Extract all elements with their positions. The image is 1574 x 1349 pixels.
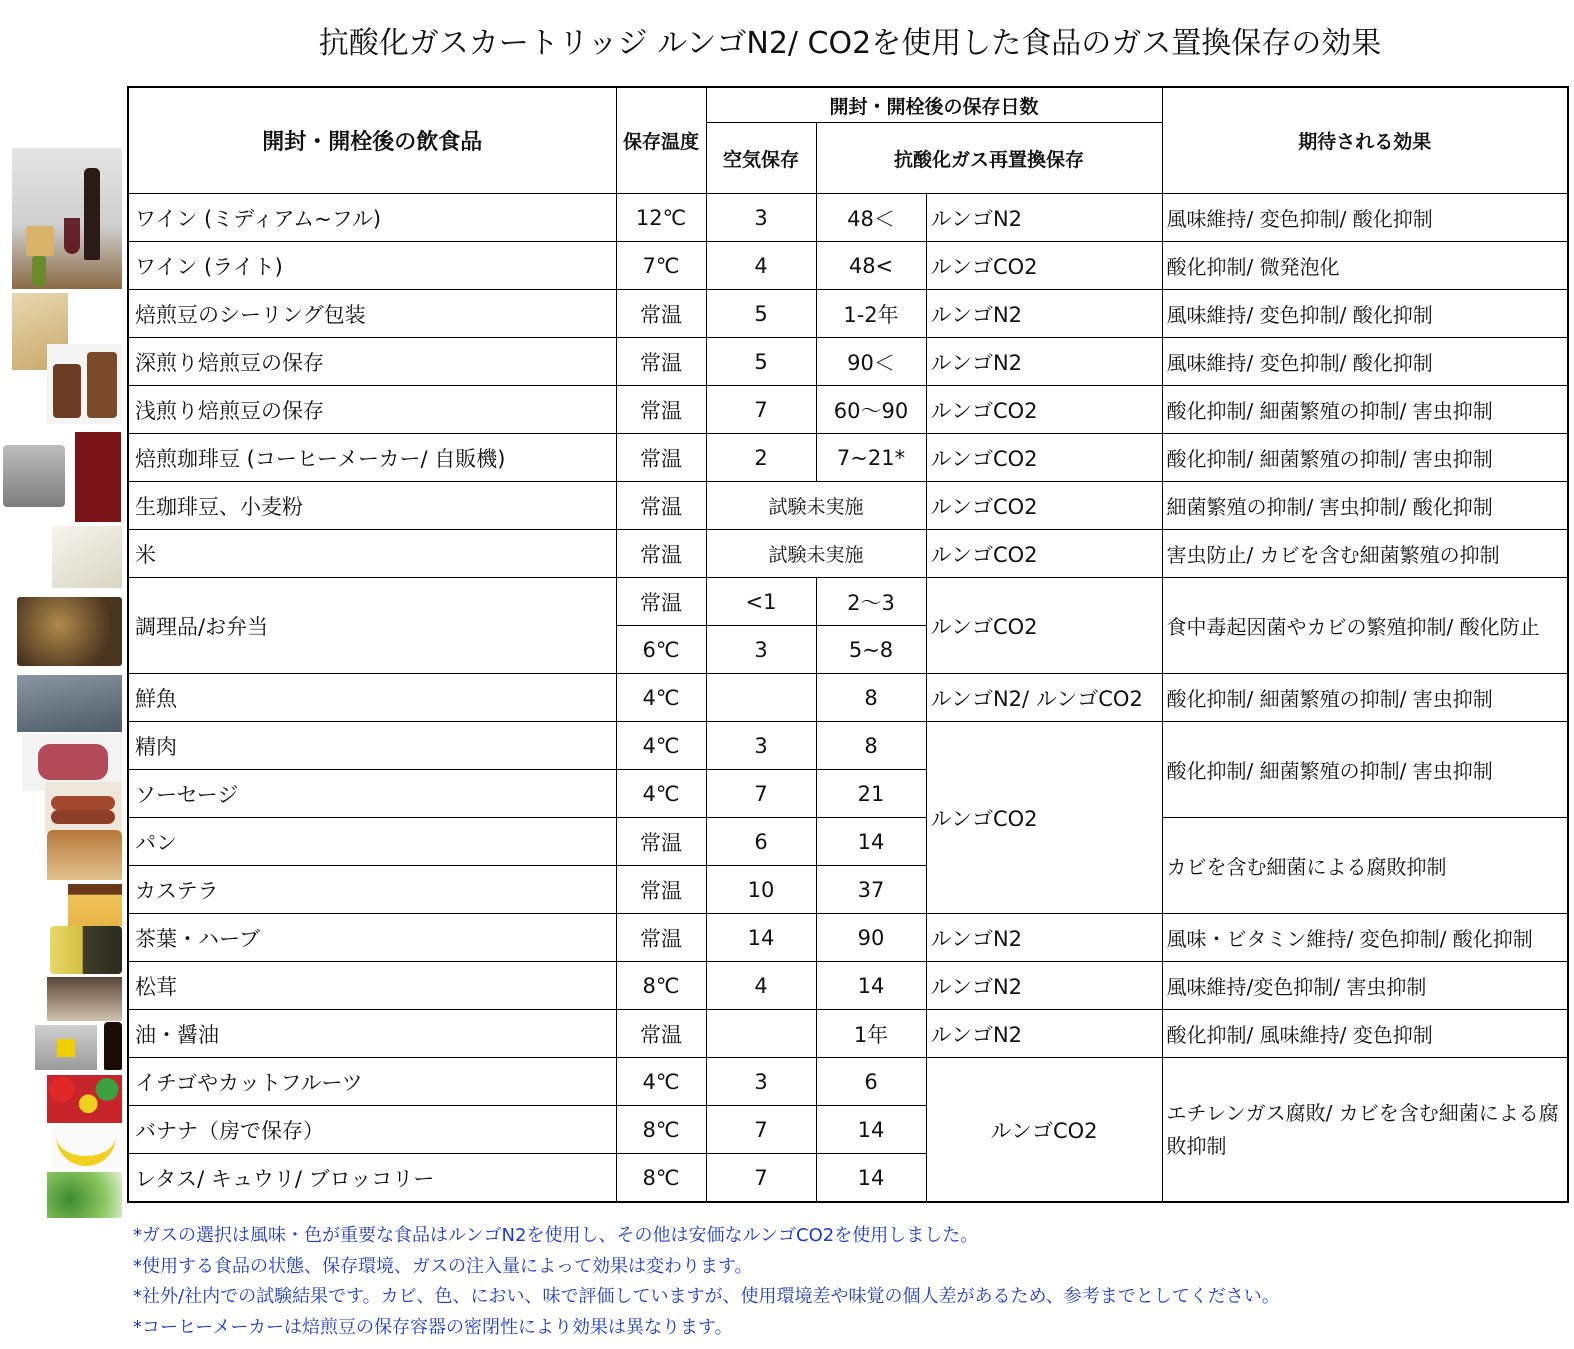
temp-cell: 常温 [616, 386, 706, 434]
temp-cell: 常温 [616, 530, 706, 578]
air-days-cell: 3 [706, 722, 816, 770]
air-days-cell [706, 674, 816, 722]
temp-cell: 4℃ [616, 722, 706, 770]
temp-cell: 8℃ [616, 1154, 706, 1203]
food-cell: ワイン (ライト) [128, 242, 616, 290]
air-days-cell [706, 1010, 816, 1058]
gas-days-cell: 8 [816, 674, 926, 722]
table-row [128, 722, 1568, 770]
matsutake-photo [47, 977, 122, 1021]
preservation-table [127, 86, 1569, 1203]
footnotes [133, 1221, 1280, 1343]
effect-cell: 酸化抑制/ 微発泡化 [1162, 242, 1568, 290]
air-days-cell: 6 [706, 818, 816, 866]
gas-type-cell: ルンゴCO2 [926, 530, 1162, 578]
food-cell: ワイン (ミディアム~フル) [128, 194, 616, 242]
table-row [128, 1058, 1568, 1106]
effect-cell: 害虫防止/ カビを含む細菌繁殖の抑制 [1162, 530, 1568, 578]
temp-cell: 常温 [616, 914, 706, 962]
food-cell: レタス/ キュウリ/ ブロッコリー [128, 1154, 616, 1203]
air-days-cell: 4 [706, 242, 816, 290]
temp-cell: 8℃ [616, 1106, 706, 1154]
effect-cell: 風味維持/変色抑制/ 害虫抑制 [1162, 962, 1568, 1010]
header-food: 開封・開栓後の飲食品 [128, 87, 616, 194]
air-days-cell: 7 [706, 1154, 816, 1203]
temp-cell: 常温 [616, 338, 706, 386]
temp-cell: 常温 [616, 434, 706, 482]
header-effect: 期待される効果 [1162, 87, 1568, 194]
food-cell: 茶葉・ハーブ [128, 914, 616, 962]
gas-days-cell: 6 [816, 1058, 926, 1106]
temp-cell: 4℃ [616, 1058, 706, 1106]
table-row [128, 434, 1568, 482]
gas-days-cell: 21 [816, 770, 926, 818]
temp-cell: 6℃ [616, 626, 706, 674]
gas-days-cell: 90＜ [816, 338, 926, 386]
coffee-jars-photo [47, 344, 122, 424]
bento-photo [17, 597, 122, 666]
gas-days-cell: 1年 [816, 1010, 926, 1058]
fruit-photo [47, 1075, 122, 1123]
table-row [128, 338, 1568, 386]
air-days-cell: 10 [706, 866, 816, 914]
effect-cell: 食中毒起因菌やカビの繁殖抑制/ 酸化防止 [1162, 578, 1568, 674]
coffee-machine-photo [3, 445, 65, 507]
gas-days-cell: 8 [816, 722, 926, 770]
temp-cell: 常温 [616, 818, 706, 866]
food-cell: 精肉 [128, 722, 616, 770]
gas-type-cell: ルンゴN2 [926, 1010, 1162, 1058]
air-days-cell: 7 [706, 770, 816, 818]
food-cell: 鮮魚 [128, 674, 616, 722]
gas-days-cell: 37 [816, 866, 926, 914]
temp-cell: 常温 [616, 290, 706, 338]
table-row [128, 818, 1568, 866]
air-days-cell: 3 [706, 1058, 816, 1106]
air-days-cell: 2 [706, 434, 816, 482]
food-cell: 生珈琲豆、小麦粉 [128, 482, 616, 530]
air-days-cell: 7 [706, 386, 816, 434]
gas-type-cell: ルンゴCO2 [926, 386, 1162, 434]
untested-cell: 試験未実施 [706, 530, 926, 578]
air-days-cell: 3 [706, 194, 816, 242]
food-cell: バナナ（房で保存） [128, 1106, 616, 1154]
gas-type-cell: ルンゴN2 [926, 338, 1162, 386]
temp-cell: 常温 [616, 1010, 706, 1058]
effect-cell: 細菌繁殖の抑制/ 害虫抑制/ 酸化抑制 [1162, 482, 1568, 530]
temp-cell: 4℃ [616, 770, 706, 818]
effect-cell: 風味・ビタミン維持/ 変色抑制/ 酸化抑制 [1162, 914, 1568, 962]
effect-cell: 風味維持/ 変色抑制/ 酸化抑制 [1162, 194, 1568, 242]
temp-cell: 常温 [616, 482, 706, 530]
table-row [128, 914, 1568, 962]
temp-cell: 常温 [616, 866, 706, 914]
air-days-cell: 4 [706, 962, 816, 1010]
table-row [128, 1010, 1568, 1058]
table-row [128, 386, 1568, 434]
food-cell: イチゴやカットフルーツ [128, 1058, 616, 1106]
footnote: *社外/社内での試験結果です。カビ、色、におい、味で評価していますが、使用環境差や味覚の個人差があるため、参考までとしてください。 [133, 1286, 1280, 1307]
food-cell: パン [128, 818, 616, 866]
temp-cell: 7℃ [616, 242, 706, 290]
bread-photo [47, 830, 122, 880]
table-row [128, 194, 1568, 242]
effect-cell: エチレンガス腐敗/ カビを含む細菌による腐敗抑制 [1162, 1058, 1568, 1203]
temp-cell: 4℃ [616, 674, 706, 722]
temp-cell: 8℃ [616, 962, 706, 1010]
gas-days-cell: 7~21* [816, 434, 926, 482]
table-row [128, 290, 1568, 338]
header-days-group: 開封・開栓後の保存日数 [706, 87, 1162, 123]
gas-days-cell: 48＜ [816, 194, 926, 242]
table-row [128, 962, 1568, 1010]
page-title: 抗酸化ガスカートリッジ ルンゴN2/ CO2を使用した食品のガス置換保存の効果 [318, 26, 1382, 61]
gas-type-cell: ルンゴCO2 [926, 1058, 1162, 1203]
food-cell: 浅煎り焙煎豆の保存 [128, 386, 616, 434]
effect-cell: 風味維持/ 変色抑制/ 酸化抑制 [1162, 338, 1568, 386]
temp-cell: 12℃ [616, 194, 706, 242]
table-row [128, 482, 1568, 530]
gas-days-cell: 1-2年 [816, 290, 926, 338]
effect-cell: 酸化抑制/ 細菌繁殖の抑制/ 害虫抑制 [1162, 674, 1568, 722]
effect-cell: 酸化抑制/ 細菌繁殖の抑制/ 害虫抑制 [1162, 722, 1568, 818]
castella-photo [68, 884, 122, 926]
gas-days-cell: 14 [816, 962, 926, 1010]
footnote: *使用する食品の状態、保存環境、ガスの注入量によって効果は変わります。 [133, 1255, 753, 1277]
gas-days-cell: 48< [816, 242, 926, 290]
sausage-photo [45, 782, 122, 832]
header-temp: 保存温度 [616, 87, 706, 194]
footnote: *ガスの選択は風味・色が重要な食品はルンゴN2を使用し、その他は安価なルンゴCO2を使用しました。 [133, 1225, 979, 1246]
gas-type-cell: ルンゴN2 [926, 194, 1162, 242]
table-row [128, 674, 1568, 722]
food-cell: 深煎り焙煎豆の保存 [128, 338, 616, 386]
air-days-cell: 7 [706, 1106, 816, 1154]
air-days-cell: 14 [706, 914, 816, 962]
wine-photo [12, 148, 122, 289]
gas-days-cell: 14 [816, 818, 926, 866]
gas-days-cell: 60～90 [816, 386, 926, 434]
effect-cell: 風味維持/ 変色抑制/ 酸化抑制 [1162, 290, 1568, 338]
effect-cell: 酸化抑制/ 細菌繁殖の抑制/ 害虫抑制 [1162, 434, 1568, 482]
gas-days-cell: 5~8 [816, 626, 926, 674]
air-days-cell: 5 [706, 338, 816, 386]
food-cell: カステラ [128, 866, 616, 914]
air-days-cell: <1 [706, 578, 816, 626]
gas-type-cell: ルンゴCO2 [926, 434, 1162, 482]
oil-can-photo [35, 1025, 97, 1070]
header-air: 空気保存 [706, 123, 816, 194]
gas-type-cell: ルンゴN2/ ルンゴCO2 [926, 674, 1162, 722]
gas-days-cell: 90 [816, 914, 926, 962]
effect-cell: 酸化抑制/ 風味維持/ 変色抑制 [1162, 1010, 1568, 1058]
table-row [128, 578, 1568, 626]
food-cell: ソーセージ [128, 770, 616, 818]
air-days-cell: 5 [706, 290, 816, 338]
temp-cell: 常温 [616, 578, 706, 626]
food-cell: 焙煎豆のシーリング包装 [128, 290, 616, 338]
food-cell: 松茸 [128, 962, 616, 1010]
gas-type-cell: ルンゴCO2 [926, 578, 1162, 674]
effect-cell: カビを含む細菌による腐敗抑制 [1162, 818, 1568, 914]
gas-type-cell: ルンゴN2 [926, 962, 1162, 1010]
vending-machine-photo [75, 432, 121, 522]
gas-days-cell: 14 [816, 1106, 926, 1154]
food-cell: 調理品/お弁当 [128, 578, 616, 674]
soy-sauce-photo [104, 1022, 122, 1070]
gas-days-cell: 14 [816, 1154, 926, 1203]
gas-type-cell: ルンゴN2 [926, 290, 1162, 338]
fish-photo [17, 675, 122, 732]
food-cell: 焙煎珈琲豆 (コーヒーメーカー/ 自販機) [128, 434, 616, 482]
gas-days-cell: 2～3 [816, 578, 926, 626]
gas-type-cell: ルンゴN2 [926, 914, 1162, 962]
gas-type-cell: ルンゴCO2 [926, 242, 1162, 290]
tea-photo [50, 926, 122, 974]
header-gas: 抗酸化ガス再置換保存 [816, 123, 1162, 194]
banana-photo [52, 1124, 122, 1168]
table-row [128, 530, 1568, 578]
untested-cell: 試験未実施 [706, 482, 926, 530]
effect-cell: 酸化抑制/ 細菌繁殖の抑制/ 害虫抑制 [1162, 386, 1568, 434]
vegetable-photo [47, 1172, 122, 1218]
food-cell: 油・醤油 [128, 1010, 616, 1058]
air-days-cell: 3 [706, 626, 816, 674]
food-cell: 米 [128, 530, 616, 578]
rice-photo [52, 526, 122, 588]
table-row [128, 242, 1568, 290]
gas-type-cell: ルンゴCO2 [926, 482, 1162, 530]
gas-type-cell: ルンゴCO2 [926, 722, 1162, 914]
footnote: *コーヒーメーカーは焙煎豆の保存容器の密閉性により効果は異なります。 [133, 1316, 733, 1338]
